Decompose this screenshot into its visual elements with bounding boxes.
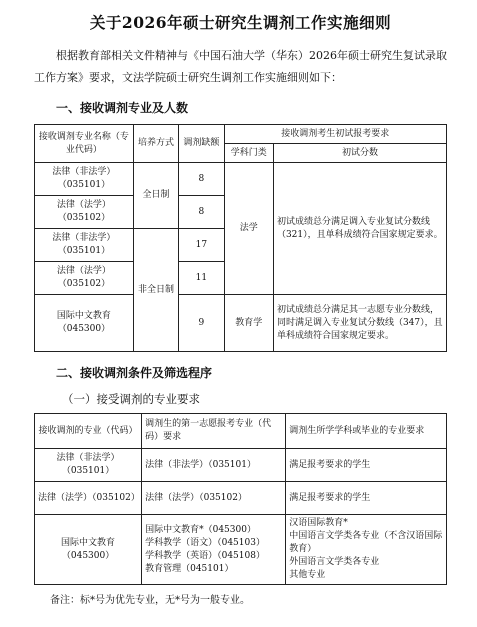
quota-cell: 17: [179, 229, 224, 262]
table-row: [35, 295, 447, 352]
header-undergrad: 调剂生所学学科或毕业的专业要求: [286, 414, 447, 449]
table-row: [35, 482, 447, 515]
quota-cell: 11: [179, 262, 224, 295]
major-requirements-table: [34, 413, 447, 585]
header-category: 学科门类: [224, 144, 273, 163]
first-choice-cell: 国际中文教育*（045300） 学科教学（语文）（045103） 学科教学（英语）（045108） 教育管理（045101）: [142, 515, 286, 585]
table-header-row: [35, 125, 447, 144]
major-cell: 国际中文教育（045300）: [35, 295, 134, 352]
quota-cell: 8: [179, 196, 224, 229]
score-cell: 初试成绩总分满足其一志愿专业分数线，同时满足调入专业复试分数线（347），且单科成绩符合国家规定要求。: [273, 295, 446, 352]
header-major: 接收调剂专业名称（专业代码）: [35, 125, 134, 163]
table-row: [35, 449, 447, 482]
mode-cell: 非全日制: [133, 229, 178, 352]
major-cell: 法律（非法学）（035101）: [35, 449, 142, 482]
section-1-heading: 一、接收调剂专业及人数: [56, 101, 189, 115]
first-choice-cell: 法律（非法学）（035101）: [142, 449, 286, 482]
undergrad-cell: 满足报考要求的学生: [286, 449, 447, 482]
intro-paragraph: 根据教育部相关文件精神与《中国石油大学（华东）2026年硕士研究生复试录取工作方案》要求，文法学院硕士研究生调剂工作实施细则如下：: [34, 49, 447, 84]
major-cell: 法律（法学）（035102）: [35, 482, 142, 515]
major-cell: 法律（非法学）（035101）: [35, 163, 134, 196]
major-cell: 法律（法学）（035102）: [35, 262, 134, 295]
mode-cell: 全日制: [133, 163, 178, 229]
document-title: 关于2026年硕士研究生调剂工作实施细则: [89, 13, 392, 32]
quota-cell: 8: [179, 163, 224, 196]
undergrad-cell: 汉语国际教育* 中国语言文学类各专业（不含汉语国际教育） 外国语言文学类各专业 其他专业: [286, 515, 447, 585]
major-cell: 法律（非法学）（035101）: [35, 229, 134, 262]
score-cell: 初试成绩总分满足调入专业复试分数线（321），且单科成绩符合国家规定要求。: [273, 163, 446, 295]
major-cell: 法律（法学）（035102）: [35, 196, 134, 229]
header-first-choice: 调剂生的第一志愿报考专业（代码）要求: [142, 414, 286, 449]
section-2-1-heading: （一）接受调剂的专业要求: [62, 392, 200, 406]
section-2-heading: 二、接收调剂条件及筛选程序: [56, 366, 213, 380]
header-quota: 调剂缺额: [179, 125, 224, 163]
header-mode: 培养方式: [133, 125, 178, 163]
category-cell: 教育学: [224, 295, 273, 352]
quota-table: [34, 124, 447, 352]
footnote: 备注：标*号为优先专业，无*号为一般专业。: [50, 595, 250, 606]
header-score: 初试分数: [273, 144, 446, 163]
quota-cell: 9: [179, 295, 224, 352]
undergrad-cell: 满足报考要求的学生: [286, 482, 447, 515]
table-row: [35, 515, 447, 585]
first-choice-cell: 法律（法学）（035102）: [142, 482, 286, 515]
table-header-row: [35, 414, 447, 449]
category-cell: 法学: [224, 163, 273, 295]
header-major: 接收调剂的专业（代码）: [35, 414, 142, 449]
header-requirements: 接收调剂考生初试报考要求: [224, 125, 447, 144]
major-cell: 国际中文教育（045300）: [35, 515, 142, 585]
table-row: [35, 163, 447, 196]
